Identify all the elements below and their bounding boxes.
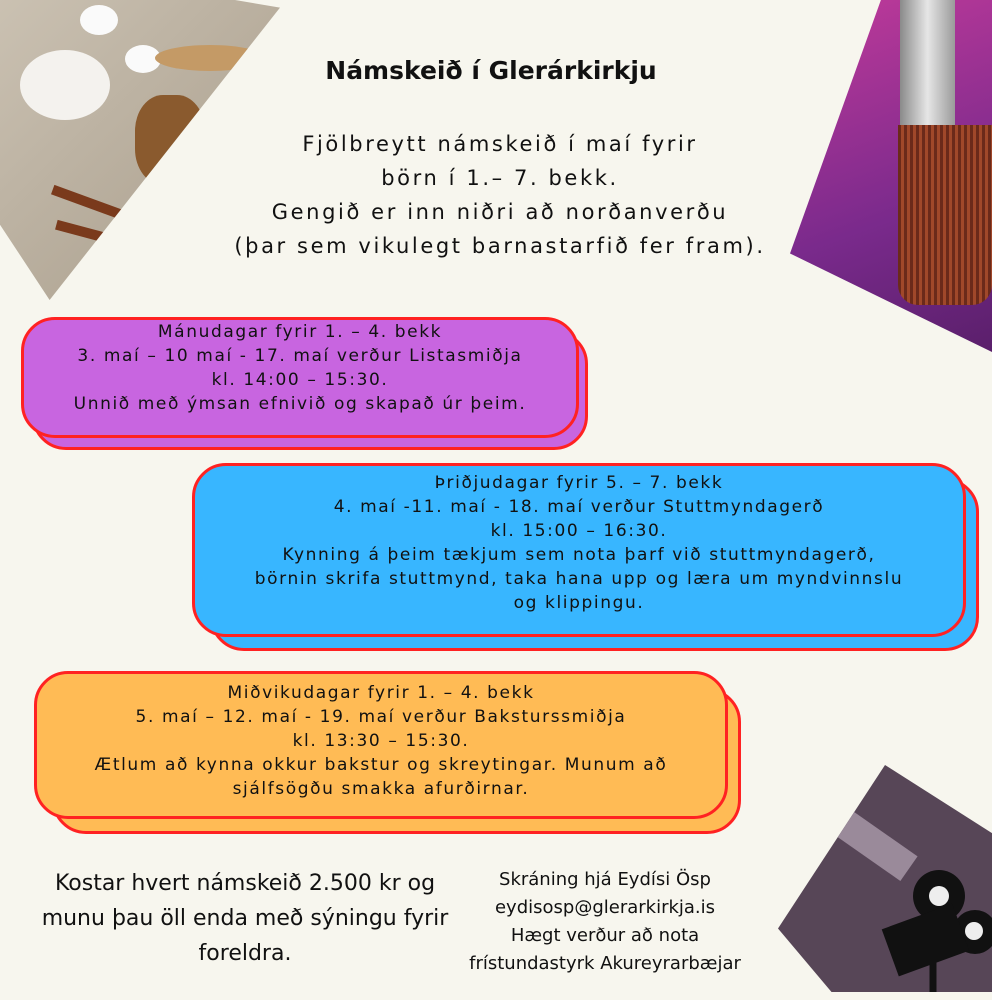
- intro-line: börn í 1.– 7. bekk.: [381, 166, 619, 190]
- intro-line: Gengið er inn niðri að norðanverðu: [271, 200, 729, 224]
- registration-email[interactable]: eydisosp@glerarkirkja.is: [494, 897, 716, 918]
- course-heading: Mánudagar fyrir 1. – 4. bekk: [157, 322, 443, 342]
- course-description: Unnið með ýmsan efnivið og skapað úr þeim.: [73, 394, 527, 414]
- course-description: og klippingu.: [513, 593, 645, 613]
- intro-line: (þar sem vikulegt barnastarfið fer fram).: [234, 234, 766, 258]
- tripod: [898, 960, 968, 1000]
- film-strip: [818, 799, 917, 881]
- course-dates: 3. maí – 10 maí - 17. maí verður Listasmiðja: [77, 346, 523, 366]
- price-line: munu þau öll enda með sýningu fyrir: [41, 906, 449, 931]
- registration-info: [440, 866, 770, 978]
- price-line: Kostar hvert námskeið 2.500 kr og: [54, 871, 436, 896]
- paintbrush-photo: [790, 0, 992, 352]
- course-monday-text: [21, 320, 579, 416]
- egg: [80, 5, 118, 35]
- course-heading: Miðvikudagar fyrir 1. – 4. bekk: [227, 683, 535, 703]
- course-wednesday-text: [34, 681, 728, 801]
- cinnamon-stick: [55, 220, 135, 250]
- course-description: sjálfsögðu smakka afurðirnar.: [232, 779, 530, 799]
- intro-line: Fjölbreytt námskeið í maí fyrir: [302, 132, 698, 156]
- title-text: Námskeið í Glerárkirkju: [325, 56, 657, 85]
- cinnamon-stick: [51, 185, 139, 225]
- price-info: [25, 866, 465, 971]
- course-description: Ætlum að kynna okkur bakstur og skreytingar. Munum að: [94, 755, 668, 775]
- registration-line: frístundastyrk Akureyrarbæjar: [469, 953, 741, 974]
- course-dates: 5. maí – 12. maí - 19. maí verður Baksturssmiðja: [135, 707, 627, 727]
- intro-text: [180, 127, 820, 263]
- course-time: kl. 13:30 – 15:30.: [292, 731, 470, 751]
- registration-line: Skráning hjá Eydísi Ösp: [499, 869, 711, 890]
- course-description: Kynning á þeim tækjum sem nota þarf við stuttmyndagerð,: [282, 545, 876, 565]
- price-line: foreldra.: [198, 941, 292, 966]
- course-time: kl. 15:00 – 16:30.: [490, 521, 668, 541]
- course-time: kl. 14:00 – 15:30.: [211, 370, 389, 390]
- course-dates: 4. maí -11. maí - 18. maí verður Stuttmyndagerð: [333, 497, 825, 517]
- course-description: börnin skrifa stuttmynd, taka hana upp og læra um myndvinnslu: [254, 569, 904, 589]
- course-tuesday-text: [192, 471, 966, 615]
- course-heading: Þriðjudagar fyrir 5. – 7. bekk: [434, 473, 724, 493]
- registration-line: Hægt verður að nota: [510, 925, 700, 946]
- page-title: [0, 56, 992, 85]
- brush-bristles: [898, 125, 992, 305]
- film-camera-illustration: [778, 765, 992, 992]
